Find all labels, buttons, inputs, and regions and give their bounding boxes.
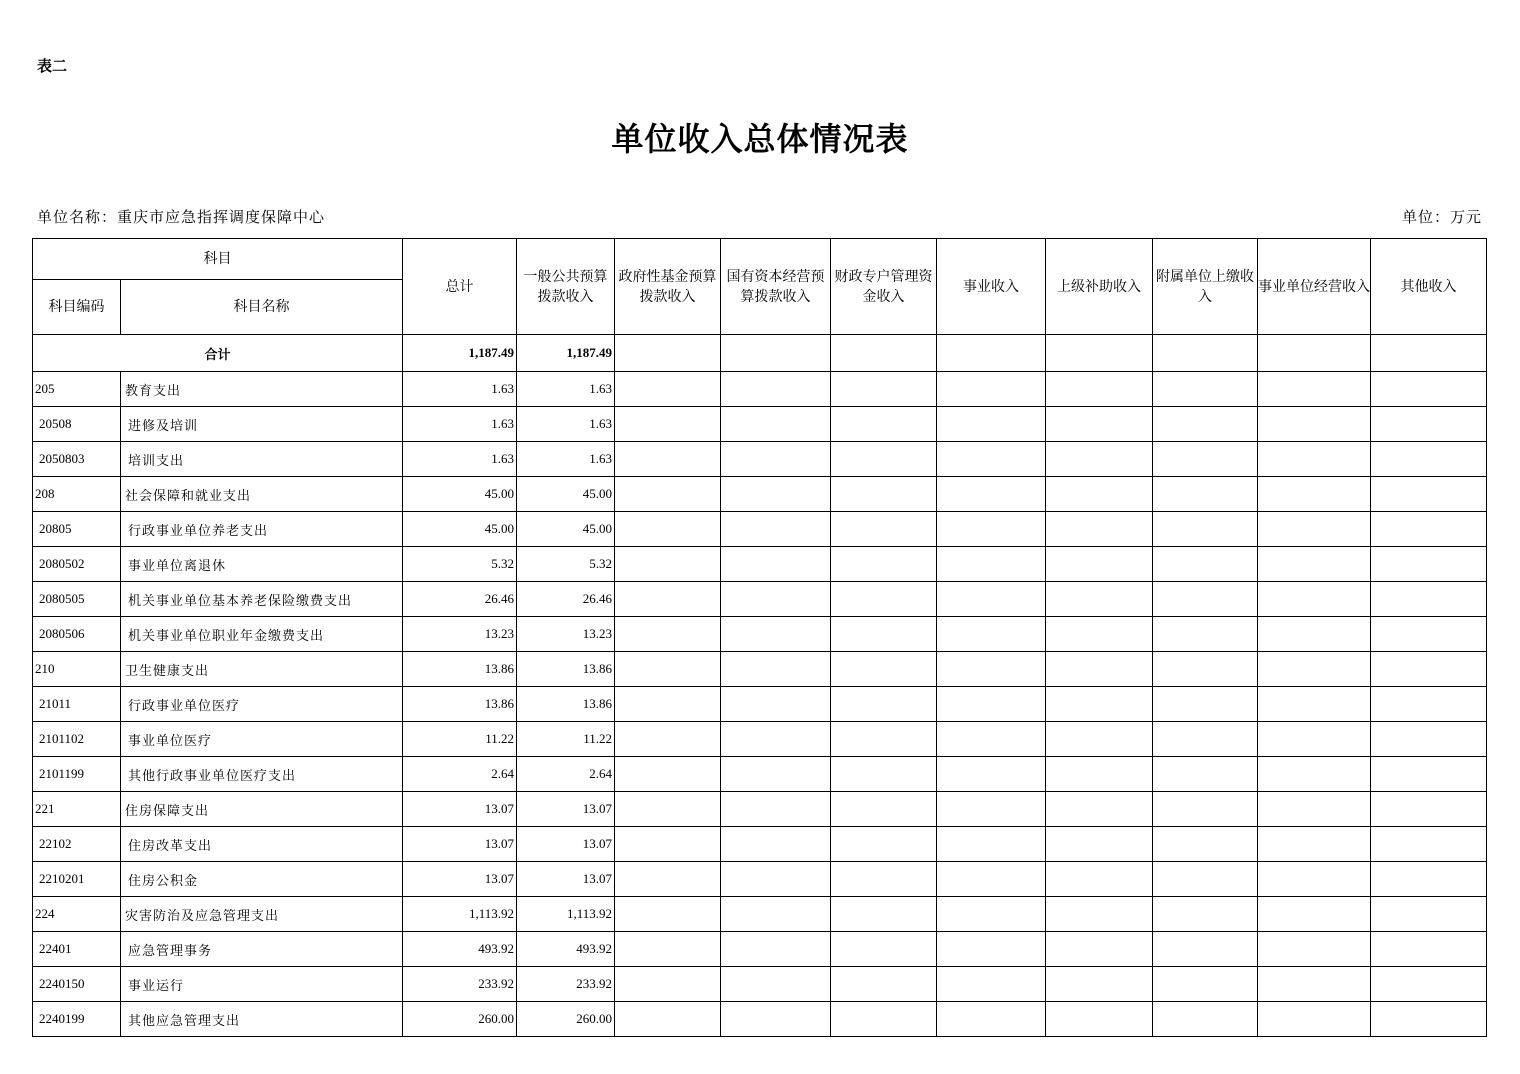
table-row: [33, 617, 1487, 652]
row-code: 22401: [33, 932, 121, 967]
row-total: 260.00: [403, 1002, 517, 1037]
row-total: 13.07: [403, 862, 517, 897]
row-total: 26.46: [403, 582, 517, 617]
row-general-budget: 13.07: [517, 827, 615, 862]
row-total: 493.92: [403, 932, 517, 967]
row-total: 13.23: [403, 617, 517, 652]
row-general-budget: 45.00: [517, 477, 615, 512]
row-total: 13.86: [403, 652, 517, 687]
row-total: 2.64: [403, 757, 517, 792]
table-row: [33, 512, 1487, 547]
row-total: 5.32: [403, 547, 517, 582]
row-code: 2101102: [33, 722, 121, 757]
header-business-income: 事业收入: [937, 239, 1046, 335]
row-general-budget: 1,113.92: [517, 897, 615, 932]
table-row: [33, 932, 1487, 967]
row-general-budget: 13.07: [517, 792, 615, 827]
row-total: 11.22: [403, 722, 517, 757]
row-general-budget: 13.86: [517, 652, 615, 687]
table-row: [33, 442, 1487, 477]
row-name: 住房保障支出: [121, 792, 403, 827]
table-row: [33, 477, 1487, 512]
header-other-income: 其他收入: [1371, 239, 1487, 335]
row-name: 住房改革支出: [121, 827, 403, 862]
row-code: 205: [33, 372, 121, 407]
total-label: 合计: [33, 335, 403, 372]
row-name: 培训支出: [121, 442, 403, 477]
row-name: 应急管理事务: [121, 932, 403, 967]
row-total: 1.63: [403, 442, 517, 477]
row-name: 机关事业单位基本养老保险缴费支出: [121, 582, 403, 617]
row-name: 教育支出: [121, 372, 403, 407]
row-general-budget: 13.07: [517, 862, 615, 897]
income-table: [32, 238, 1487, 1037]
row-total: 13.86: [403, 687, 517, 722]
total-general-budget: 1,187.49: [517, 335, 615, 372]
row-code: 20805: [33, 512, 121, 547]
row-code: 2210201: [33, 862, 121, 897]
row-name: 住房公积金: [121, 862, 403, 897]
row-code: 208: [33, 477, 121, 512]
row-name: 行政事业单位养老支出: [121, 512, 403, 547]
row-name: 其他应急管理支出: [121, 1002, 403, 1037]
table-row: [33, 547, 1487, 582]
row-total: 13.07: [403, 792, 517, 827]
table-row: [33, 827, 1487, 862]
row-code: 2080506: [33, 617, 121, 652]
row-name: 卫生健康支出: [121, 652, 403, 687]
row-general-budget: 493.92: [517, 932, 615, 967]
unit-name: 单位名称：重庆市应急指挥调度保障中心: [37, 208, 326, 226]
row-name: 事业单位离退休: [121, 547, 403, 582]
table-row: [33, 407, 1487, 442]
table-row: [33, 652, 1487, 687]
row-code: 2240150: [33, 967, 121, 1002]
row-total: 13.07: [403, 827, 517, 862]
total-row: [33, 335, 1487, 372]
table-row: [33, 372, 1487, 407]
header-row: [33, 239, 1487, 280]
header-fiscal-special: 财政专户管理资金收入: [831, 239, 937, 335]
row-name: 进修及培训: [121, 407, 403, 442]
header-state-capital: 国有资本经营预算拨款收入: [721, 239, 831, 335]
table-row: [33, 967, 1487, 1002]
row-code: 2240199: [33, 1002, 121, 1037]
row-general-budget: 11.22: [517, 722, 615, 757]
row-code: 22102: [33, 827, 121, 862]
header-name: 科目名称: [121, 280, 403, 335]
row-name: 机关事业单位职业年金缴费支出: [121, 617, 403, 652]
row-general-budget: 26.46: [517, 582, 615, 617]
table-row: [33, 792, 1487, 827]
row-general-budget: 13.86: [517, 687, 615, 722]
total-value: 1,187.49: [403, 335, 517, 372]
row-total: 1.63: [403, 372, 517, 407]
row-code: 2050803: [33, 442, 121, 477]
row-total: 45.00: [403, 512, 517, 547]
table-row: [33, 897, 1487, 932]
table-row: [33, 862, 1487, 897]
row-name: 事业运行: [121, 967, 403, 1002]
row-total: 233.92: [403, 967, 517, 1002]
table-label: 表二: [37, 57, 68, 75]
header-general-budget: 一般公共预算拨款收入: [517, 239, 615, 335]
row-code: 221: [33, 792, 121, 827]
table-row: [33, 687, 1487, 722]
row-code: 2101199: [33, 757, 121, 792]
header-code: 科目编码: [33, 280, 121, 335]
header-operating-income: 事业单位经营收入: [1258, 239, 1371, 335]
row-general-budget: 2.64: [517, 757, 615, 792]
table-row: [33, 1002, 1487, 1037]
table-row: [33, 722, 1487, 757]
row-general-budget: 45.00: [517, 512, 615, 547]
currency-unit: 单位：万元: [1401, 208, 1482, 226]
row-code: 2080502: [33, 547, 121, 582]
row-name: 社会保障和就业支出: [121, 477, 403, 512]
row-general-budget: 1.63: [517, 372, 615, 407]
table-row: [33, 582, 1487, 617]
row-name: 其他行政事业单位医疗支出: [121, 757, 403, 792]
row-total: 1.63: [403, 407, 517, 442]
row-general-budget: 5.32: [517, 547, 615, 582]
row-general-budget: 1.63: [517, 407, 615, 442]
row-name: 行政事业单位医疗: [121, 687, 403, 722]
row-general-budget: 1.63: [517, 442, 615, 477]
row-code: 210: [33, 652, 121, 687]
page-title: 单位收入总体情况表: [611, 120, 909, 158]
header-gov-fund: 政府性基金预算拨款收入: [615, 239, 721, 335]
header-total: 总计: [403, 239, 517, 335]
row-general-budget: 260.00: [517, 1002, 615, 1037]
row-code: 2080505: [33, 582, 121, 617]
row-code: 224: [33, 897, 121, 932]
row-name: 灾害防治及应急管理支出: [121, 897, 403, 932]
header-affiliated-remit: 附属单位上缴收入: [1153, 239, 1258, 335]
row-name: 事业单位医疗: [121, 722, 403, 757]
row-general-budget: 233.92: [517, 967, 615, 1002]
row-general-budget: 13.23: [517, 617, 615, 652]
row-code: 21011: [33, 687, 121, 722]
table-row: [33, 757, 1487, 792]
row-total: 45.00: [403, 477, 517, 512]
row-code: 20508: [33, 407, 121, 442]
header-subject: 科目: [33, 239, 403, 280]
row-total: 1,113.92: [403, 897, 517, 932]
header-superior-subsidy: 上级补助收入: [1046, 239, 1153, 335]
